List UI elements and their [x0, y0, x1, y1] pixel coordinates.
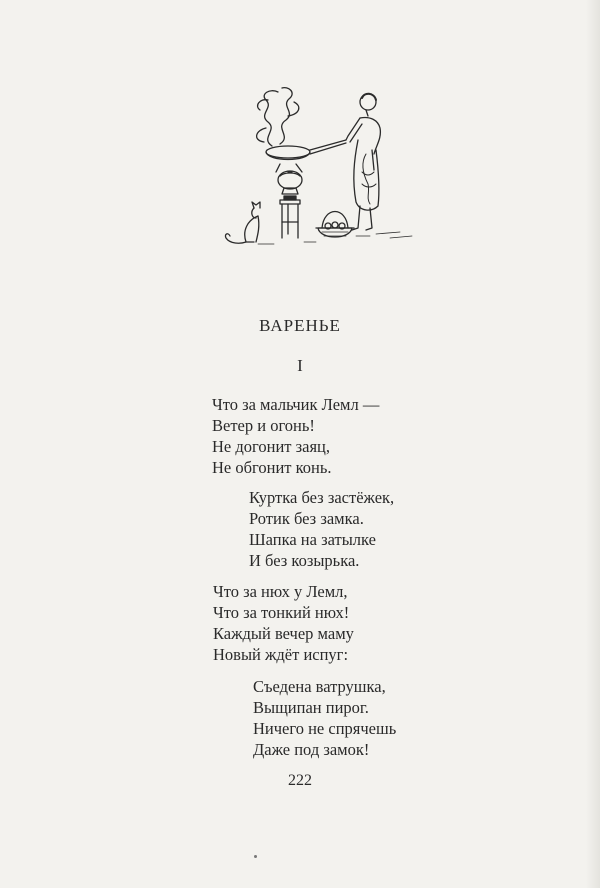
stanza-1	[212, 394, 379, 478]
cooking-jam-illustration	[200, 80, 430, 260]
poem-title: ВАРЕНЬЕ	[259, 316, 341, 335]
page-edge-shadow	[586, 0, 600, 888]
poem-line: Ветер и огонь!	[212, 416, 315, 435]
stool	[280, 200, 300, 238]
stanza-4	[253, 676, 396, 760]
poem-line: Шапка на затылке	[249, 530, 376, 549]
poem-line: Новый ждёт испуг:	[213, 645, 349, 664]
poem-line: Даже под замок!	[253, 740, 370, 759]
poem-part-number: I	[297, 356, 303, 375]
cat	[225, 202, 260, 243]
woman-figure	[346, 94, 380, 230]
poem-line: Выщипан пирог.	[253, 698, 369, 717]
ground-strokes	[258, 232, 412, 244]
basket	[316, 212, 354, 238]
poem-line: Съедена ватрушка,	[253, 677, 386, 696]
jam-pan	[266, 140, 346, 160]
brazier	[276, 164, 302, 200]
poem-line: Что за мальчик Лемл —	[212, 395, 380, 414]
poem-line: Не обгонит конь.	[212, 458, 332, 477]
poem-line: Что за тонкий нюх!	[213, 603, 350, 622]
poem-line: Каждый вечер маму	[213, 624, 354, 643]
poem-line: Ротик без замка.	[249, 509, 364, 528]
poem-line: И без козырька.	[249, 551, 360, 570]
stanza-2	[249, 487, 394, 571]
page-number: 222	[288, 772, 312, 789]
poem-line: Что за нюх у Лемл,	[213, 582, 348, 601]
print-speck	[254, 855, 257, 858]
poem-line: Ничего не спрячешь	[253, 719, 397, 738]
poem-line: Не догонит заяц,	[212, 437, 330, 456]
poem-line: Куртка без застёжек,	[249, 488, 395, 507]
steam-swirls	[257, 88, 299, 146]
stanza-3	[213, 581, 354, 665]
